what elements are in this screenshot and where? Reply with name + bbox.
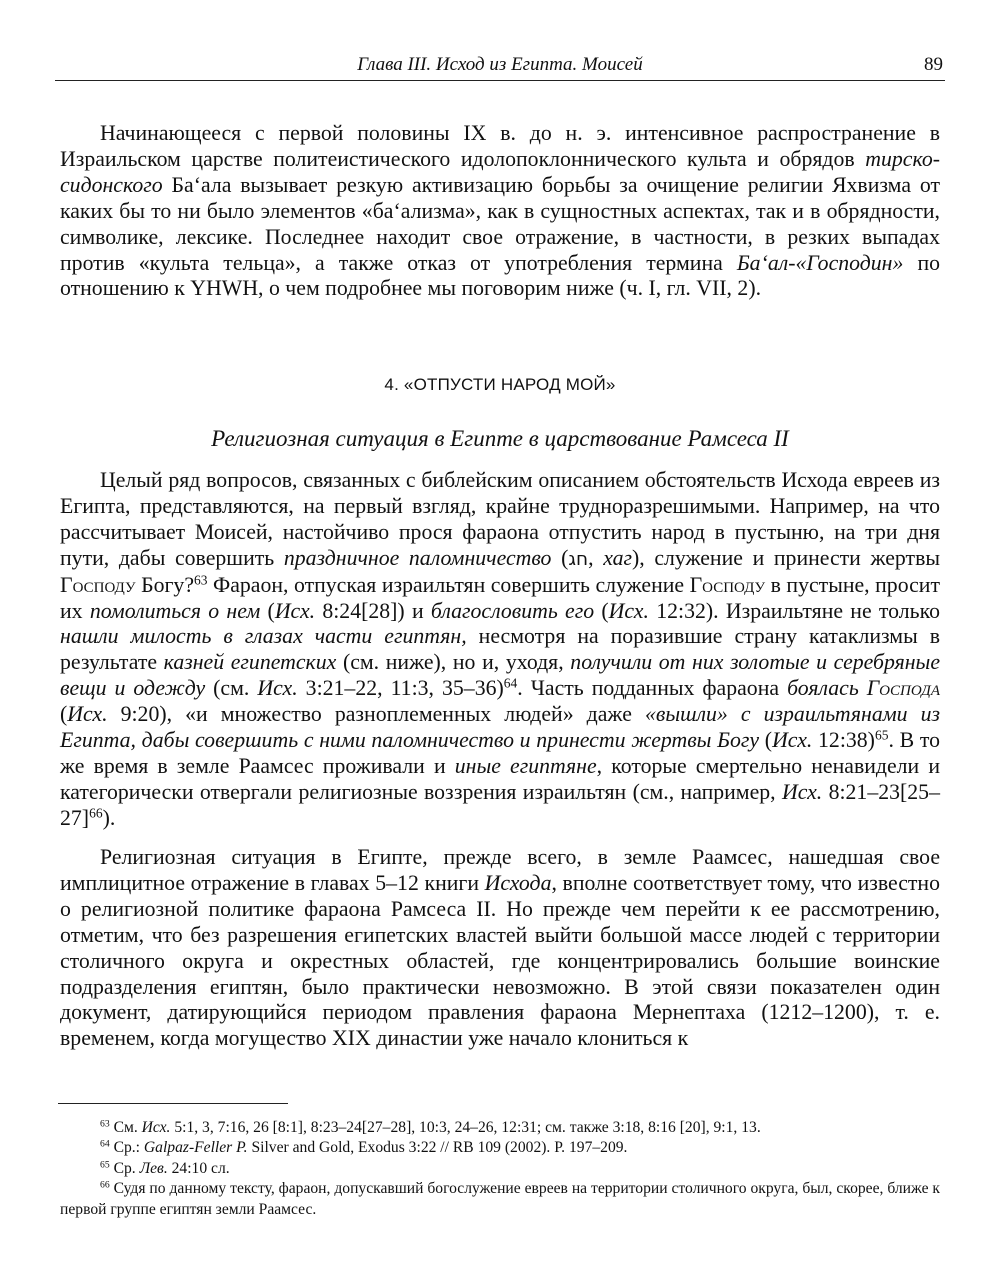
text-run: Целый ряд вопросов, связанных с библейским описанием обстоятельств Исхода евреев из Египта, представляются, на первый взгляд, крайне трудноразрешимыми. Например, на что рассчитывает Моисей, настойчиво прося фараона отпустить народ в пустыню, на три дня пути, дабы совершить: [60, 468, 940, 570]
italic-run: тирско-сидонского: [60, 146, 940, 197]
footnote-ref-66[interactable]: 66: [89, 805, 103, 821]
italic-run: Исх.: [781, 779, 823, 804]
text-run: ), служение и принести жертвы: [631, 545, 941, 570]
paragraph-1: [60, 121, 940, 302]
text-run: Ср.:: [113, 1139, 144, 1157]
text-run: 8:21–23[25–27]: [60, 779, 940, 830]
italic-run: Лев.: [139, 1159, 168, 1177]
italic-run: получили от них золотые и серебряные вещи и одежду: [60, 650, 940, 701]
subsection-title: Религиозная ситуация в Египте в царствование Рамсеса II: [211, 426, 789, 451]
text-run: ).: [102, 805, 116, 830]
text-run: 9:20), «и множество разноплеменных людей» даже: [107, 702, 645, 727]
italic-run: нашли милость в глазах части египтян,: [60, 624, 467, 649]
text-run: в пустыне, просит их: [60, 572, 940, 623]
footnote-ref-63[interactable]: 63: [194, 572, 208, 588]
text-run: 12:38): [812, 728, 875, 753]
footnotes: [60, 1118, 940, 1220]
text-run: (: [260, 598, 275, 623]
italic-run: Исх.: [608, 598, 649, 623]
text-run: Начинающееся с первой половины IX в. до н. э. интенсивное распространение в Израильском царстве политеистического идолопоклоннического культа и обрядов: [60, 121, 940, 171]
footnote-divider: [58, 1103, 288, 1104]
text-run: (: [594, 598, 609, 623]
text-run: ,: [588, 545, 604, 570]
text-run: См.: [113, 1119, 142, 1136]
paragraph-1-text: [60, 121, 940, 302]
paragraph-3: [60, 845, 940, 1052]
text-run: 24:10 сл.: [167, 1159, 230, 1177]
text-run: (: [60, 702, 68, 727]
footnote-ref-65[interactable]: 65: [874, 727, 889, 743]
text-run: (: [551, 545, 569, 570]
running-title: Глава III. Исход из Египта. Моисей: [357, 54, 643, 75]
italic-run: «вышли» с израильтянами из Египта, дабы совершить с ними паломничество и принести жертвы Богу: [60, 702, 940, 753]
text-run: 5:1, 3, 7:16, 26 [8:1], 8:23–24[27–28], 10:3, 24–26, 12:31; см. также 3:18, 8:16 [20], 9:1, 13.: [170, 1119, 761, 1136]
italic-run: Исх.: [274, 598, 316, 623]
footnote-number: 65: [100, 1159, 110, 1171]
small-caps-run: Господу: [60, 572, 136, 597]
text-run: Silver and Gold, Exodus 3:22 // RB 109 (2002). P. 197–209.: [247, 1139, 628, 1157]
text-run: Религиозная ситуация в Египте, прежде всего, в земле Раамсес, нашедшая свое имплицитное отражение в главах 5–12 книги: [60, 845, 940, 895]
text-run: Ба‘ала вызывает резкую активизацию борьбы за очищение религии Яхвизма от каких бы то ни было элементов «ба‘ализма», как в сущностных аспектах, так и в обрядности, символике, лексике. Последнее находит свое отражение, в частности, в резких выпадах против «культа тельца», а также отказ от употребления термина: [60, 172, 940, 275]
text-run: 3:21–22, 11:3, 35–36): [297, 676, 504, 701]
footnote-64: [60, 1138, 940, 1158]
italic-run: Исх.: [772, 728, 813, 753]
italic-run: благословить его: [430, 598, 595, 623]
footnote-ref-64[interactable]: 64: [503, 675, 518, 691]
footnote-number: 64: [100, 1139, 110, 1151]
italic-run: Исх.: [67, 702, 108, 727]
italic-run: иные египтяне: [454, 753, 597, 778]
italic-run: праздничное паломничество: [283, 545, 552, 570]
text-run: (см.: [205, 676, 258, 701]
paragraph-2-text: [60, 468, 940, 832]
page-number: 89: [924, 54, 943, 75]
text-run: (см. ниже), но и, уходя,: [336, 650, 571, 675]
text-run: 12:32). Израильтяне не только: [648, 598, 940, 623]
text-run: Фараон, отпуская израильтян совершить служение: [207, 572, 690, 597]
small-caps-run: Господу: [689, 572, 766, 597]
text-run: Ср.: [113, 1159, 140, 1177]
text-run: , вполне соответствует тому, что известно о религиозной политике фараона Рамсеса II. Но прежде чем перейти к ее рассмотрению, отметим, что без разрешения египетских властей выйти большой массе людей с территории столичного округа и окрестных областей, где концентрировались большие воинские подразделения египтян, было практически невозможно. В этой связи показателен один документ, датирующийся периодом правления фараона Мернептаха (1212–1200), т. е. временем, когда могущество XIX династии уже начало клониться к: [60, 870, 940, 1051]
italic-run: помолиться о нем: [89, 598, 261, 623]
italic-run: Galpaz-Feller P.: [143, 1139, 248, 1157]
italic-run: хаг: [603, 545, 632, 570]
italic-run: Ба‘ал-«Господин»: [736, 250, 904, 275]
italic-small-caps-run: Господа: [866, 676, 940, 701]
footnote-number: 66: [100, 1179, 110, 1191]
footnote-65: [60, 1159, 940, 1179]
footnote-63: [60, 1118, 940, 1138]
text-run: (: [759, 728, 773, 753]
italic-run: Исхода: [484, 870, 552, 895]
italic-run: Исх.: [141, 1119, 171, 1136]
footnote-66: [60, 1179, 940, 1220]
text-run: по отношению к YHWH, о чем подробнее мы поговорим ниже (ч. I, гл. VII, 2).: [60, 250, 941, 301]
italic-run: Исх.: [257, 676, 298, 701]
paragraph-2: [60, 468, 940, 832]
running-header: [55, 50, 945, 81]
section-title: 4. «ОТПУСТИ НАРОД МОЙ»: [384, 375, 616, 394]
text-run: Богу?: [135, 572, 195, 597]
paragraph-3-text: [60, 845, 940, 1052]
text-run: Судя по данному тексту, фараон, допускавший богослужение евреев на территории столичного округа, был, скорее, ближе к первой группе египтян земли Раамсес.: [60, 1180, 940, 1218]
text-run: . Часть подданных фараона: [517, 676, 788, 701]
text-run: , которые смертельно ненавидели и категорически отвергали религиозные воззрения израильтян (см., например,: [60, 753, 941, 804]
italic-run: казней египетских: [163, 650, 337, 675]
hebrew-word: חג: [568, 548, 589, 570]
italic-run: боялась: [787, 676, 867, 701]
text-run: . В то же время в земле Раамсес проживали и: [60, 728, 940, 778]
footnote-number: 63: [100, 1118, 110, 1130]
text-run: несмотря на поразившие страну катаклизмы в результате: [60, 624, 940, 675]
text-run: 8:24[28]) и: [315, 598, 431, 623]
